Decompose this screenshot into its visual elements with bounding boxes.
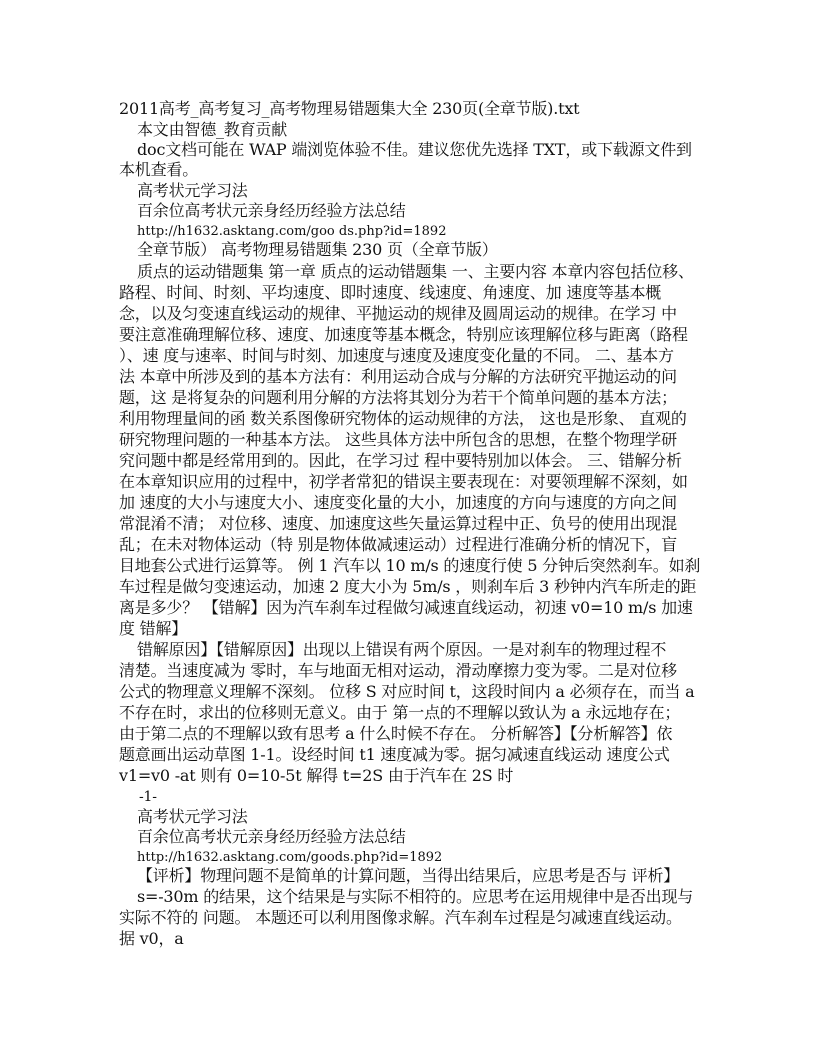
header-title: 高考状元学习法 (137, 181, 248, 200)
header-subtitle: 百余位高考状元亲身经历经验方法总结 (137, 201, 406, 220)
body-line: ）、速 度与速率、时间与时刻、加速度与速度及速度变化量的不同。 二、基本方 (119, 346, 674, 365)
body-line: 离是多少？ 【错解】因为汽车刹车过程做匀减速直线运动，初速 v0=10 m/s 加速 (119, 598, 693, 617)
header-title: 高考状元学习法 (137, 807, 248, 826)
body-line: 念，以及匀变速直线运动的规律、平抛运动的规律及圆周运动的规律。在学习 中 (119, 304, 677, 323)
body-line: v1=v0 -at 则有 0=10-5t 解得 t=2S 由于汽车在 2S 时 (119, 766, 514, 785)
body-line: 要注意准确理解位移、速度、加速度等基本概念，特别应该理解位移与距离（路程 (119, 325, 688, 344)
body-line: s=-30m 的结果，这个结果是与实际不相符的。应思考在运用规律中是否出现与 (137, 887, 694, 906)
body-line: 在本章知识应用的过程中，初学者常犯的错误主要表现在：对要领理解不深刻，如 (119, 472, 688, 491)
notice-line: doc文档可能在 WAP 端浏览体验不佳。建议您优先选择 TXT，或下载源文件到 (137, 140, 692, 159)
book-title: 全章节版） 高考物理易错题集 230 页（全章节版） (137, 240, 498, 259)
body-line: 质点的运动错题集 第一章 质点的运动错题集 一、主要内容 本章内容包括位移、 (137, 262, 694, 281)
document-title: 2011高考_高考复习_高考物理易错题集大全 230页(全章节版).txt (119, 99, 580, 118)
body-line: 法 本章中所涉及到的基本方法有：利用运动合成与分解的方法研究平抛运动的问 (119, 367, 677, 386)
body-line: 公式的物理意义理解不深刻。 位移 S 对应时间 t，这段时间内 a 必须存在，而当 a (119, 682, 695, 701)
body-line: 题意画出运动草图 1-1。设经时间 t1 速度减为零。据匀减速直线运动 速度公式 (119, 745, 670, 764)
body-line: 题，这 是将复杂的问题利用分解的方法将其划分为若干个简单问题的基本方法； (119, 388, 677, 407)
body-line: 目地套公式进行运算等。 例 1 汽车以 10 m/s 的速度行使 5 分钟后突然刹车。如刹 (119, 556, 701, 575)
header-subtitle: 百余位高考状元亲身经历经验方法总结 (137, 827, 406, 846)
notice-line: 本机查看。 (119, 160, 199, 179)
page-number: -1- (139, 789, 157, 805)
body-line: 不存在时，求出的位移则无意义。由于 第一点的不理解以致认为 a 永远地存在； (119, 703, 681, 722)
body-line: 度 错解】 (119, 619, 188, 638)
body-line: 由于第二点的不理解以致有思考 a 什么时候不存在。 分析解答】【分析解答】依 (119, 724, 673, 743)
body-line: 究问题中都是经常用到的。因此，在学习过 程中要特别加以体会。 三、错解分析 (119, 451, 682, 470)
body-line: 实际不符的 问题。 本题还可以利用图像求解。汽车刹车过程是匀减速直线运动。 (119, 908, 682, 927)
header-url: http://h1632.asktang.com/goods.php?id=1892 (137, 850, 443, 865)
body-line: 路程、时间、时刻、平均速度、即时速度、线速度、角速度、加 速度等基本概 (119, 283, 662, 302)
body-line: 常混淆不清； 对位移、速度、加速度这些矢量运算过程中正、负号的使用出现混 (119, 514, 677, 533)
body-line: 乱；在未对物体运动（特 别是物体做减速运动）过程进行准确分析的情况下，盲 (119, 535, 677, 554)
body-line: 车过程是做匀变速运动，加速 2 度大小为 5m/s ，则刹车后 3 秒钟内汽车所走的距 (119, 577, 697, 596)
header-url: http://h1632.asktang.com/goo ds.php?id=1892 (137, 224, 447, 239)
body-line: 研究物理问题的一种基本方法。 这些具体方法中所包含的思想，在整个物理学研 (119, 430, 677, 449)
body-line: 【评析】物理问题不是简单的计算问题，当得出结果后，应思考是否与 评析】 (137, 866, 680, 885)
body-line: 利用物理量间的函 数关系图像研究物体的运动规律的方法， 这也是形象、 直观的 (119, 409, 687, 428)
body-line: 据 v0，a (119, 929, 184, 948)
body-line: 加 速度的大小与速度大小、速度变化量的大小，加速度的方向与速度的方向之间 (119, 493, 677, 512)
contributor-line: 本文由智德_教育贡献 (137, 120, 288, 139)
body-line: 错解原因】【错解原因】出现以上错误有两个原因。一是对刹车的物理过程不 (137, 640, 667, 659)
body-line: 清楚。当速度减为 零时，车与地面无相对运动，滑动摩擦力变为零。二是对位移 (119, 661, 677, 680)
